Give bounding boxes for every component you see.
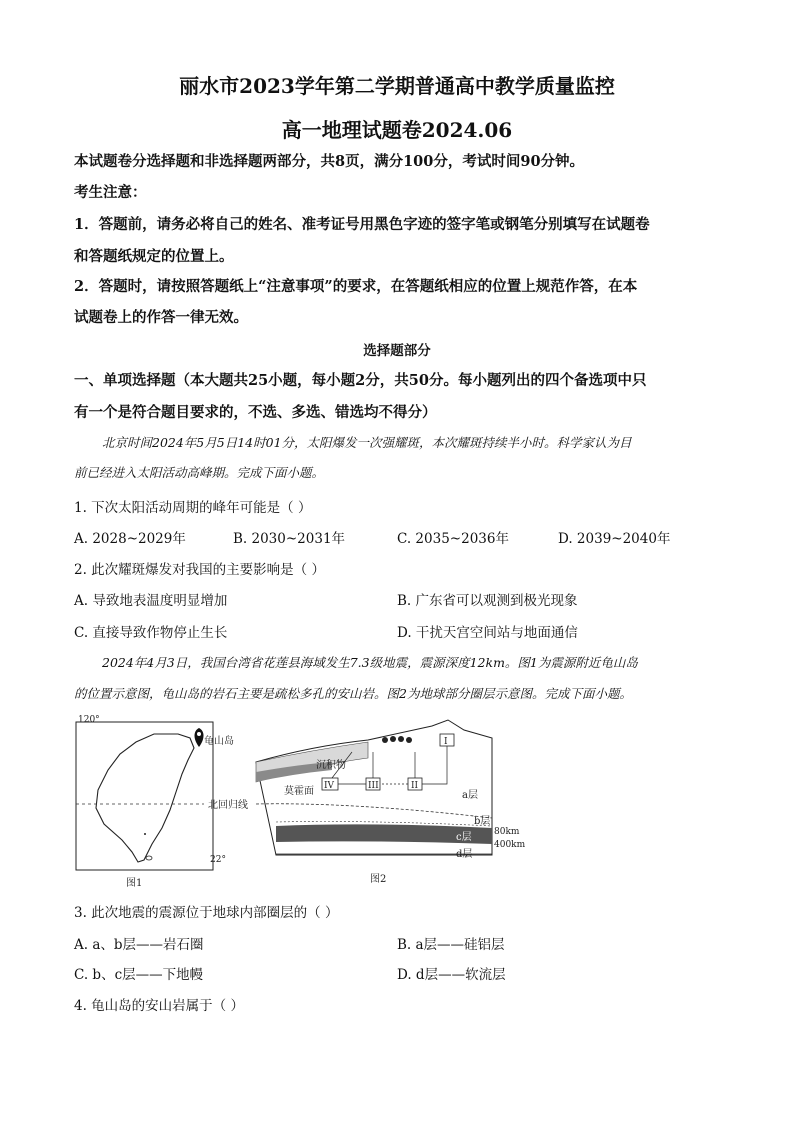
q1-option-c: C. 2035~2036年 xyxy=(397,531,509,547)
q4-stem: 4. 龟山岛的安山岩属于（ ） xyxy=(74,998,244,1014)
islet-outline xyxy=(146,856,152,860)
figure2-caption: 图2 xyxy=(370,874,387,885)
moho-label: 莫霍面 xyxy=(284,786,314,797)
lon-label: 120° xyxy=(78,715,100,725)
notice-item1-line2: 和答题纸规定的位置上。 xyxy=(74,248,234,265)
layer-d-label: d层 xyxy=(456,849,473,860)
tree-icon xyxy=(390,736,396,742)
q2-option-b: B. 广东省可以观测到极光现象 xyxy=(397,593,578,609)
tropic-label: 北回归线 xyxy=(208,800,248,811)
q2-stem: 2. 此次耀斑爆发对我国的主要影响是（ ） xyxy=(74,562,325,578)
notice-item2-line1: 2．答题时，请按照答题纸上“注意事项”的要求，在答题纸相应的位置上规范作答，在本 xyxy=(74,278,638,295)
passage1-line1: 北京时间2024年5月5日14时01分，太阳爆发一次强耀斑，本次耀斑持续半小时。科学家认为目 xyxy=(102,435,632,450)
box-i-label: I xyxy=(444,737,448,747)
layer-b-label: b层 xyxy=(474,816,491,827)
section-heading-line1: 一、单项选择题（本大题共25小题，每小题2分，共50分。每小题列出的四个备选项中只 xyxy=(74,372,647,389)
q2-option-d: D. 干扰天宫空间站与地面通信 xyxy=(397,625,578,641)
notice-item2-line2: 试题卷上的作答一律无效。 xyxy=(74,309,248,326)
q3-option-a: A. a、b层——岩石圈 xyxy=(74,937,204,953)
box-iv-label: IV xyxy=(324,781,335,791)
q1-option-a: A. 2028~2029年 xyxy=(74,531,186,547)
q3-stem: 3. 此次地震的震源位于地球内部圈层的（ ） xyxy=(74,905,339,921)
tree-icon xyxy=(406,737,412,743)
paper-title-line2: 高一地理试题卷2024.06 xyxy=(281,118,513,142)
lat-label: 22° xyxy=(210,855,226,865)
section-heading-line2: 有一个是符合题目要求的，不选、多选、错选均不得分） xyxy=(74,404,437,421)
sediment-label: 沉积物 xyxy=(316,760,346,771)
tree-icon xyxy=(398,736,404,742)
depth-80-label: 80km xyxy=(494,827,520,837)
location-pin-icon xyxy=(195,728,204,747)
box-ii-label: II xyxy=(411,781,419,791)
section-name: 选择题部分 xyxy=(363,343,431,359)
taiwan-island-outline xyxy=(96,734,194,862)
notice-heading: 考生注意： xyxy=(74,184,147,201)
passage2-line2: 的位置示意图，龟山岛的岩石主要是疏松多孔的安山岩。图2为地球部分圈层示意图。完成下面小题。 xyxy=(74,686,632,701)
passage2-line1: 2024年4月3日，我国台湾省花莲县海域发生7.3级地震，震源深度12km。图1为震源附近龟山岛 xyxy=(102,655,638,670)
figure1-caption: 图1 xyxy=(126,878,143,889)
layer-a-label: a层 xyxy=(462,790,478,801)
q1-option-b: B. 2030~2031年 xyxy=(233,531,346,547)
q2-option-c: C. 直接导致作物停止生长 xyxy=(74,625,228,641)
island-label: 龟山岛 xyxy=(204,736,234,747)
tree-icon xyxy=(382,737,388,743)
q3-option-c: C. b、c层——下地幔 xyxy=(74,967,204,983)
figure2-diagram xyxy=(252,712,532,890)
box-iii-label: III xyxy=(368,781,379,791)
q1-stem: 1. 下次太阳活动周期的峰年可能是（ ） xyxy=(74,500,312,516)
notice-item1-line1: 1．答题前，请务必将自己的姓名、准考证号用黑色字迹的签字笔或钢笔分别填写在试题卷 xyxy=(74,216,650,233)
figure1-map xyxy=(70,712,250,892)
q1-option-d: D. 2039~2040年 xyxy=(558,531,671,547)
q3-option-d: D. d层——软流层 xyxy=(397,967,506,983)
islet-dot xyxy=(144,833,146,835)
intro-text: 本试题卷分选择题和非选择题两部分，共8页，满分100分，考试时间90分钟。 xyxy=(74,153,585,170)
layer-c-label: c层 xyxy=(456,832,472,843)
passage1-line2: 前已经进入太阳活动高峰期。完成下面小题。 xyxy=(74,465,325,480)
depth-400-label: 400km xyxy=(494,840,526,850)
q3-option-b: B. a层——硅铝层 xyxy=(397,937,505,953)
paper-title-line1: 丽水市2023学年第二学期普通高中教学质量监控 xyxy=(179,74,615,98)
q2-option-a: A. 导致地表温度明显增加 xyxy=(74,593,228,609)
